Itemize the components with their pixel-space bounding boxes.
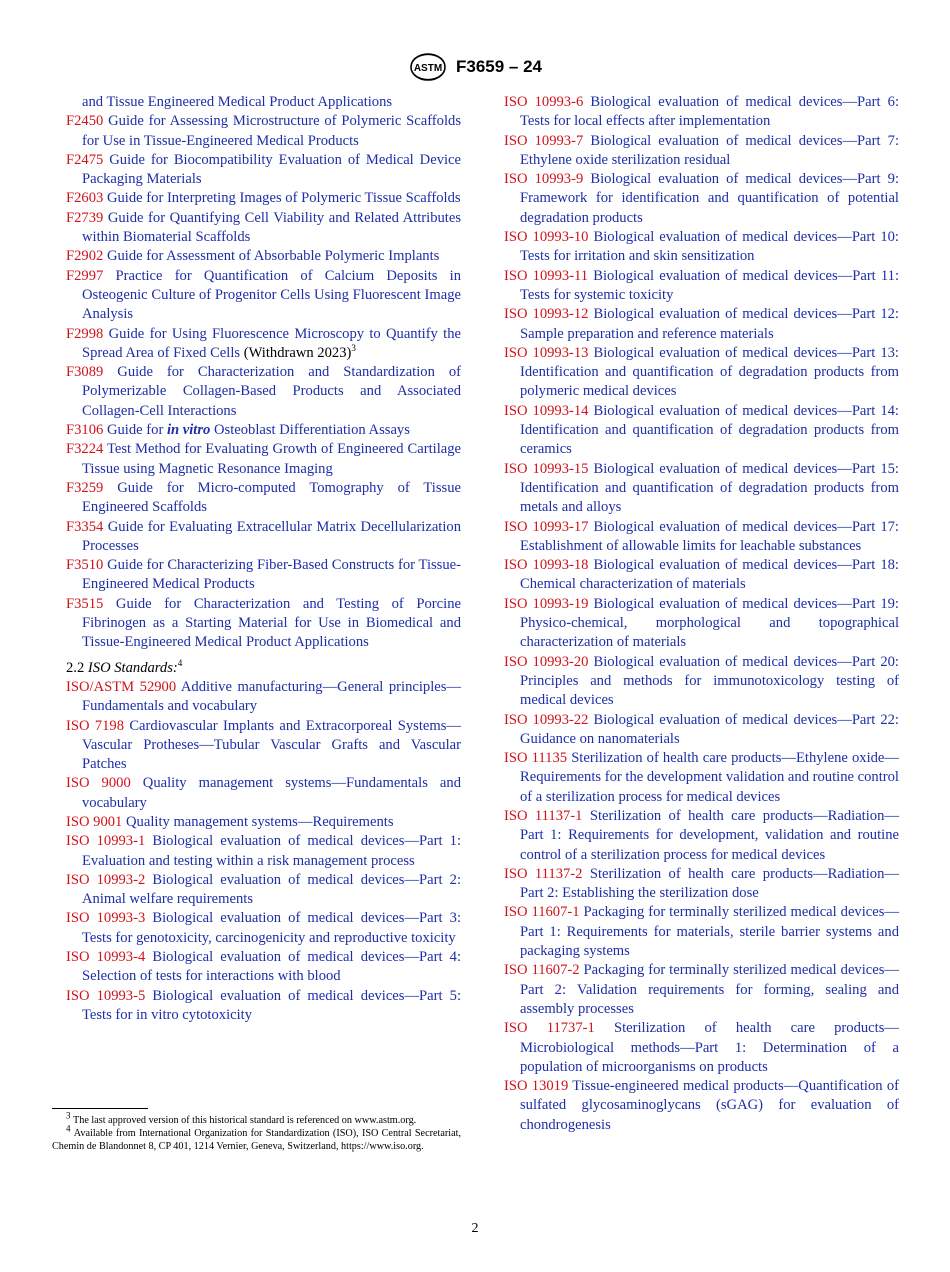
reference-entry (504, 344, 899, 402)
standard-title-link[interactable]: Guide for Using Fluorescence Microscopy to Quantify the Spread Area of Fixed Cells (82, 325, 461, 361)
standard-title-link[interactable]: Guide for Characterization and Testing of Porcine Fibrinogen as a Starting Material for Use in Biomedical and Tissue-Engineered Medical Product Applications (82, 595, 461, 651)
reference-entry (504, 132, 899, 171)
standard-title-link[interactable]: Biological evaluation of medical devices—Part 4: Selection of tests for interactions with blood (82, 949, 462, 985)
section-number: 2.2 (66, 659, 85, 676)
standard-title-link[interactable]: Guide for Interpreting Images of Polymeric Tissue Scaffolds (106, 190, 461, 207)
section-title: ISO Standards: (87, 659, 178, 676)
standard-code-link[interactable]: ISO 10993-14 (504, 402, 589, 419)
footnote-divider (52, 1108, 148, 1109)
standard-title-link[interactable]: Packaging for terminally sterilized medical devices—Part 1: Requirements for materials, sterile barrier systems and packaging systems (520, 904, 899, 960)
reference-entry (504, 1019, 899, 1077)
standard-title-link[interactable]: Biological evaluation of medical devices—Part 6: Tests for local effects after implementation (520, 94, 900, 130)
standard-title-link[interactable]: Osteoblast Differentiation Assays (210, 422, 410, 439)
standard-code-link[interactable]: F3259 (66, 479, 104, 496)
standard-title-link[interactable]: Additive manufacturing—General principles—Fundamentals and vocabulary (82, 678, 462, 715)
reference-entry (66, 363, 461, 421)
reference-entry (504, 267, 899, 306)
reference-entry (66, 421, 461, 440)
reference-entry (66, 112, 461, 151)
standard-code-link[interactable]: ISO 10993-15 (504, 460, 589, 477)
standard-title-link[interactable]: Quality management systems—Requirements (126, 813, 394, 830)
standard-title-link[interactable]: Tissue-engineered medical products—Quantification of sulfated glycosaminoglycans (sGAG) for evaluation of chondrogenesis (520, 1078, 899, 1133)
standard-title-link[interactable]: Practice for Quantification of Calcium Deposits in Osteogenic Culture of Progenitor Cells Using Fluorescent Image Analysis (82, 267, 461, 323)
standard-title-link[interactable]: Biological evaluation of medical devices—Part 12: Sample preparation and reference materials (520, 306, 899, 342)
reference-entry (66, 518, 461, 557)
reference-entry (504, 556, 899, 595)
reference-entry (504, 228, 899, 267)
standard-code-link[interactable]: ISO 10993-1 (66, 833, 146, 850)
reference-entry (66, 267, 461, 325)
astm-standards-list (66, 112, 461, 652)
standard-code-link[interactable]: ISO 10993-19 (504, 595, 589, 612)
standard-title-link[interactable]: Sterilization of health care products—Ethylene oxide—Requirements for the development validation and routine control of a sterilization process for medical devices (520, 750, 899, 805)
withdrawn-note: (Withdrawn 2023) (243, 344, 352, 361)
standard-code-link[interactable]: ISO 11607-1 (504, 904, 580, 921)
standard-title-link[interactable]: Biological evaluation of medical devices—Part 19: Physico-chemical, morphological and topographical characterization of materials (520, 595, 899, 651)
standard-code-link[interactable]: ISO 11737-1 (504, 1020, 595, 1037)
reference-entry (504, 170, 899, 228)
iso-standards-list-right (504, 93, 899, 1135)
right-column (504, 93, 899, 1135)
reference-entry (504, 807, 899, 865)
reference-entry (66, 813, 461, 832)
standard-title-link[interactable]: Guide for Evaluating Extracellular Matrix Decellularization Processes (82, 518, 461, 554)
standard-title-link[interactable]: Cardiovascular Implants and Extracorporeal Systems—Vascular Protheses—Tubular Vascular Grafts and Vascular Patches (82, 717, 461, 773)
standard-code-link[interactable]: ISO 10993-10 (504, 229, 589, 246)
footnotes (52, 1108, 461, 1153)
reference-entry (504, 711, 899, 750)
reference-entry (66, 871, 461, 910)
continued-entry-text: and Tissue Engineered Medical Product Applications (82, 94, 393, 110)
standard-code-link[interactable]: ISO 10993-20 (504, 653, 589, 670)
footnote-ref: 4 (177, 657, 183, 668)
standard-title-link[interactable]: Sterilization of health care products—Radiation—Part 2: Establishing the sterilization dose (520, 865, 899, 902)
standard-title-link[interactable]: Guide for (106, 422, 167, 439)
section-heading-iso-standards (66, 659, 461, 678)
standard-code-link[interactable]: ISO 10993-11 (504, 267, 589, 284)
standard-code-link[interactable]: F3510 (66, 557, 104, 574)
reference-entry (66, 717, 461, 775)
reference-entry (66, 832, 461, 871)
reference-entry (504, 518, 899, 557)
standard-title-link[interactable]: Biological evaluation of medical devices—Part 1: Evaluation and testing within a risk management process (82, 833, 462, 869)
standard-code-link[interactable]: F2998 (66, 325, 104, 342)
standard-title-link[interactable]: Biological evaluation of medical devices—Part 15: Identification and quantification of degradation products from metals and alloys (520, 460, 899, 516)
standard-code-link[interactable]: F2739 (66, 209, 104, 226)
reference-entry (504, 595, 899, 653)
svg-text:ASTM: ASTM (413, 63, 443, 74)
standard-code-link[interactable]: ISO 10993-3 (66, 910, 146, 927)
reference-entry (66, 774, 461, 813)
standard-code-link[interactable]: ISO 9000 (66, 775, 131, 792)
standard-code-link[interactable]: ISO 11135 (504, 750, 568, 767)
astm-logo (408, 52, 448, 82)
standard-title-link[interactable]: Biological evaluation of medical devices—Part 7: Ethylene oxide sterilization residual (520, 132, 900, 168)
standard-code-link[interactable]: ISO 13019 (504, 1078, 569, 1095)
standard-title-link[interactable]: Quality management systems—Fundamentals and vocabulary (82, 775, 461, 811)
standard-title-link[interactable]: Guide for Characterization and Standardization of Polymerizable Collagen-Based Products and Associated Collagen-Cell Interactions (82, 364, 461, 419)
iso-standards-list-left (66, 678, 461, 1025)
standard-code-link[interactable]: F3354 (66, 518, 104, 535)
standard-code-link[interactable]: ISO 11137-1 (504, 807, 583, 824)
standard-code-link[interactable]: F3515 (66, 595, 104, 612)
standard-code-link[interactable]: ISO 10993-7 (504, 132, 584, 149)
standard-code-link[interactable]: F2997 (66, 267, 104, 284)
reference-entry (66, 556, 461, 595)
standard-title-link[interactable]: Guide for Characterizing Fiber-Based Constructs for Tissue-Engineered Medical Products (82, 557, 461, 593)
document-designation: F3659 – 24 (455, 57, 542, 76)
standard-code-link[interactable]: ISO 11607-2 (504, 962, 580, 979)
reference-entry (66, 325, 461, 364)
standard-code-link[interactable]: ISO 10993-6 (504, 94, 584, 110)
footnote-ref: 3 (351, 343, 356, 353)
standard-code-link[interactable]: ISO 7198 (66, 717, 125, 734)
reference-entry (504, 653, 899, 711)
standard-code-link[interactable]: F3089 (66, 364, 104, 381)
emphasis-text[interactable]: in vitro (166, 422, 211, 439)
standard-code-link[interactable]: F3224 (66, 441, 104, 458)
standard-code-link[interactable]: ISO 10993-9 (504, 171, 584, 188)
reference-entry (504, 93, 899, 132)
standard-title-link[interactable]: Guide for Assessing Microstructure of Polymeric Scaffolds for Use in Tissue-Engineered Medical Products (82, 113, 461, 149)
standard-title-link[interactable]: Biological evaluation of medical devices—Part 17: Establishment of allowable limits for leachable substances (520, 518, 899, 554)
reference-entry (66, 440, 461, 479)
page-number: 2 (471, 1221, 479, 1236)
reference-entry (66, 987, 461, 1026)
reference-entry (504, 1077, 899, 1135)
reference-entry (66, 209, 461, 248)
reference-entry (66, 948, 461, 987)
standard-title-link[interactable]: Biological evaluation of medical devices—Part 22: Guidance on nanomaterials (520, 711, 899, 747)
standard-code-link[interactable]: ISO 10993-12 (504, 306, 589, 323)
standard-title-link[interactable]: Packaging for terminally sterilized medical devices—Part 2: Validation requirements for forming, sealing and assembly processes (520, 962, 899, 1017)
reference-entry (66, 479, 461, 518)
standard-code-link[interactable]: ISO 10993-4 (66, 949, 146, 966)
standard-code-link[interactable]: ISO 10993-17 (504, 518, 589, 535)
reference-entry (66, 189, 461, 208)
standard-title-link[interactable]: Biological evaluation of medical devices—Part 2: Animal welfare requirements (82, 871, 462, 908)
standard-title-link[interactable]: Test Method for Evaluating Growth of Engineered Cartilage Tissue using Magnetic Resonance Imaging (82, 441, 461, 477)
standard-title-link[interactable]: Biological evaluation of medical devices—Part 3: Tests for genotoxicity, carcinogenicity and reproductive toxicity (82, 910, 462, 946)
standard-code-link[interactable]: ISO 10993-2 (66, 871, 146, 888)
standard-code-link[interactable]: ISO 10993-22 (504, 711, 589, 728)
standard-code-link[interactable]: F2475 (66, 151, 104, 168)
standard-title-link[interactable]: Biological evaluation of medical devices—Part 20: Principles and methods for immunotoxicology testing of medical devices (520, 653, 899, 709)
standard-title-link[interactable]: Biological evaluation of medical devices—Part 5: Tests for in vitro cytotoxicity (82, 987, 462, 1023)
standard-code-link[interactable]: ISO 10993-13 (504, 344, 589, 361)
standard-code-link[interactable]: ISO/ASTM 52900 (66, 678, 177, 695)
standard-code-link[interactable]: F2902 (66, 248, 104, 265)
standard-title-link[interactable]: Guide for Quantifying Cell Viability and Related Attributes within Biomaterial Scaffolds (82, 209, 461, 246)
reference-entry (66, 909, 461, 948)
reference-entry (66, 151, 461, 190)
reference-entry (504, 865, 899, 904)
standard-title-link[interactable]: Biological evaluation of medical devices—Part 13: Identification and quantification of degradation products from polymeric medical devices (520, 344, 899, 400)
standard-title-link[interactable]: Biological evaluation of medical devices—Part 9: Framework for identification and quantification of potential degradation products (520, 171, 900, 226)
reference-entry (504, 903, 899, 961)
reference-entry (66, 678, 461, 717)
standard-code-link[interactable]: ISO 10993-18 (504, 557, 589, 574)
page-header (0, 52, 950, 82)
standard-title-link[interactable]: Biological evaluation of medical devices—Part 10: Tests for irritation and skin sensitization (520, 229, 899, 265)
footnote-3: $^3$ The last approved version of this historical standard is referenced on www.astm.org. (66, 1110, 417, 1126)
reference-entry (504, 460, 899, 518)
standard-title-link[interactable]: Sterilization of health care products—Microbiological methods—Part 1: Determination of a population of microorganisms on products (520, 1020, 899, 1075)
reference-entry (504, 305, 899, 344)
standard-code-link[interactable]: ISO 9001 (66, 813, 123, 830)
reference-entry (504, 402, 899, 460)
standard-title-link[interactable]: Guide for Biocompatibility Evaluation of Medical Device Packaging Materials (82, 151, 462, 188)
footnote-4: $^4$ Available from International Organization for Standardization (ISO), ISO Central Secretariat, Chemin de Blandonnet 8, CP 401, 1214 Vernier, Geneva, Switzerland, https://www.iso.org. (52, 1123, 461, 1152)
standard-title-link[interactable]: Biological evaluation of medical devices—Part 14: Identification and quantification of degradation products from ceramics (520, 402, 899, 458)
standard-title-link[interactable]: Guide for Assessment of Absorbable Polymeric Implants (106, 248, 440, 265)
standard-title-link[interactable]: Guide for Micro-computed Tomography of Tissue Engineered Scaffolds (82, 479, 461, 516)
standard-code-link[interactable]: F2603 (66, 190, 104, 207)
standard-code-link[interactable]: F3106 (66, 422, 104, 439)
reference-entry (66, 247, 461, 266)
standard-title-link[interactable]: Biological evaluation of medical devices—Part 18: Chemical characterization of materials (520, 557, 899, 593)
reference-entry (66, 595, 461, 653)
reference-entry (504, 749, 899, 807)
left-column (66, 93, 461, 1025)
reference-entry (504, 961, 899, 1019)
standard-code-link[interactable]: ISO 11137-2 (504, 865, 583, 882)
standard-title-link[interactable]: Biological evaluation of medical devices—Part 11: Tests for systemic toxicity (520, 267, 900, 303)
standard-code-link[interactable]: F2450 (66, 113, 104, 130)
standard-code-link[interactable]: ISO 10993-5 (66, 987, 146, 1004)
standard-title-link[interactable]: Sterilization of health care products—Radiation—Part 1: Requirements for development, validation and routine control of a sterilization process for medical devices (520, 807, 899, 863)
